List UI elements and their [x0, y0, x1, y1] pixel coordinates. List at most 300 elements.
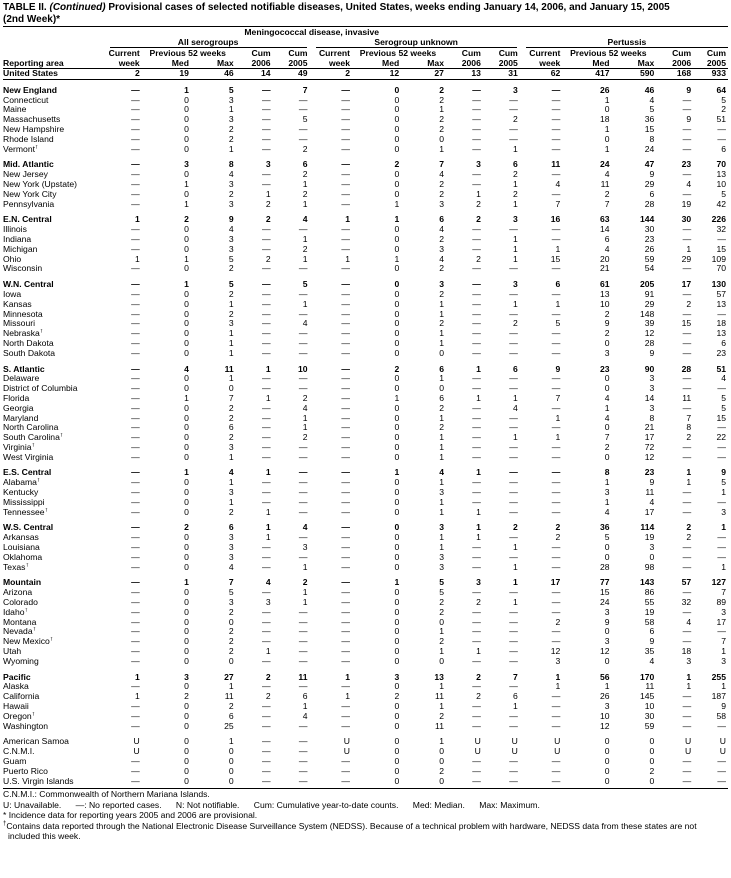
value-cell: — — [298, 384, 308, 394]
table-row — [3, 737, 728, 747]
value-cell: 0 — [394, 329, 400, 339]
hdr-reporting-area: Reporting area — [3, 58, 64, 68]
value-cell: — — [262, 319, 271, 329]
value-cell: 5 — [228, 254, 234, 264]
value-cell: 55 — [644, 598, 655, 608]
value-cell: 2 — [439, 85, 444, 95]
value-cell: — — [341, 488, 350, 498]
value-cell: 2 — [476, 254, 481, 264]
value-cell: — — [298, 737, 308, 747]
value-cell: — — [717, 757, 726, 766]
value-cell: U — [133, 737, 140, 747]
value-cell: — — [341, 627, 350, 637]
value-cell: — — [341, 702, 350, 712]
value-cell: — — [682, 384, 692, 394]
value-cell: — — [682, 552, 692, 562]
value-cell: 2 — [228, 403, 234, 413]
value-cell: 1 — [265, 507, 271, 517]
value-cell: 10 — [716, 179, 726, 189]
value-cell: — — [262, 234, 271, 244]
value-cell: 2 — [476, 692, 481, 702]
value-cell: 1 — [228, 299, 234, 309]
value-cell: 2 — [228, 289, 234, 299]
value-cell: — — [472, 721, 481, 731]
value-cell: — — [472, 348, 481, 358]
value-cell: 933 — [693, 69, 728, 80]
value-cell: — — [262, 488, 271, 498]
value-cell: — — [551, 124, 561, 134]
value-cell: 0 — [184, 757, 189, 766]
value-cell: — — [472, 497, 481, 507]
value-cell: 0 — [394, 105, 400, 115]
value-cell: — — [131, 179, 140, 189]
value-cell: — — [131, 189, 140, 199]
value-cell: — — [551, 627, 561, 637]
value-cell: 0 — [394, 225, 400, 235]
value-cell: 4 — [555, 179, 561, 189]
value-cell: — — [717, 776, 726, 786]
value-cell: — — [262, 225, 271, 235]
reporting-area-cell: Kentucky — [3, 488, 39, 498]
value-cell: — — [131, 289, 140, 299]
value-cell: 2 — [302, 244, 308, 254]
value-cell: 6 — [439, 215, 444, 225]
value-cell: 3 — [649, 543, 655, 553]
value-cell: — — [717, 543, 726, 553]
value-cell: 0 — [184, 170, 189, 180]
value-cell: — — [472, 264, 481, 274]
value-cell: — — [262, 757, 271, 766]
value-cell: — — [131, 488, 140, 498]
value-cell: 9 — [649, 478, 655, 488]
value-cell: 2 — [184, 692, 189, 702]
reporting-area-cell: Louisiana — [3, 543, 40, 553]
table-row — [3, 478, 728, 488]
value-cell: 0 — [439, 348, 444, 358]
value-cell: 16 — [550, 215, 561, 225]
value-cell: 9 — [686, 115, 692, 125]
table-row — [3, 145, 728, 155]
reporting-area-cell: Virginia† — [3, 442, 35, 452]
value-cell: 1 — [555, 433, 561, 443]
value-cell: — — [262, 124, 271, 134]
value-cell: — — [472, 329, 481, 339]
value-cell: 590 — [612, 69, 657, 80]
value-cell: 2 — [604, 329, 610, 339]
value-cell: — — [262, 433, 271, 443]
value-cell: 0 — [228, 384, 234, 394]
value-cell: 0 — [228, 757, 234, 766]
value-cell: — — [551, 552, 561, 562]
value-cell: — — [131, 627, 140, 637]
value-cell: 2 — [265, 215, 271, 225]
value-cell: 9 — [649, 637, 655, 647]
value-cell: 0 — [184, 627, 189, 637]
value-cell: 1 — [604, 497, 610, 507]
value-cell: — — [131, 134, 140, 144]
value-cell: 2 — [302, 170, 308, 180]
hdr-cum: Cum — [706, 48, 726, 58]
value-cell: — — [298, 488, 308, 498]
value-cell: — — [717, 497, 726, 507]
value-cell: 14 — [599, 225, 610, 235]
value-cell: — — [509, 374, 518, 384]
value-cell: — — [262, 244, 271, 254]
value-cell: 9 — [555, 364, 561, 374]
value-cell: 1 — [345, 672, 350, 682]
value-cell: — — [509, 348, 518, 358]
value-cell: 0 — [184, 309, 189, 319]
value-cell: 15 — [681, 319, 692, 329]
value-cell: 3 — [439, 523, 444, 533]
value-cell: 143 — [639, 578, 655, 588]
value-cell: — — [262, 348, 271, 358]
value-cell: 9 — [228, 215, 234, 225]
value-cell: 2 — [604, 309, 610, 319]
value-cell: 4 — [649, 656, 655, 666]
value-cell: — — [131, 682, 140, 692]
value-cell: — — [341, 115, 350, 125]
value-cell: — — [131, 711, 140, 721]
value-cell: — — [262, 702, 271, 712]
value-cell: 114 — [640, 523, 655, 533]
value-cell: — — [341, 309, 350, 319]
value-cell: 11 — [224, 692, 234, 702]
value-cell: 2 — [513, 170, 518, 180]
value-cell: — — [131, 647, 140, 657]
value-cell: 0 — [394, 403, 400, 413]
value-cell: 0 — [604, 737, 610, 747]
value-cell: 17 — [716, 617, 726, 627]
value-cell: 31 — [483, 69, 520, 80]
hdr-cum: Cum — [672, 48, 692, 58]
value-cell: 2 — [228, 627, 234, 637]
value-cell: 0 — [394, 433, 400, 443]
value-cell: 62 — [520, 69, 563, 80]
value-cell: 1 — [228, 497, 234, 507]
value-cell: 22 — [716, 433, 726, 443]
value-cell: 0 — [439, 134, 444, 144]
value-cell: 0 — [394, 348, 400, 358]
value-cell: — — [298, 468, 308, 478]
value-cell: — — [341, 384, 350, 394]
value-cell: — — [682, 189, 692, 199]
value-cell: 23 — [644, 234, 655, 244]
value-cell: 255 — [711, 672, 726, 682]
value-cell: — — [131, 607, 140, 617]
value-cell: 5 — [649, 105, 655, 115]
reporting-area-cell: New England — [3, 85, 57, 95]
value-cell: 0 — [394, 413, 400, 423]
value-cell: 0 — [394, 95, 400, 105]
value-cell: 1 — [134, 672, 140, 682]
value-cell: 1 — [439, 533, 444, 543]
value-cell: 2 — [310, 69, 353, 80]
value-cell: 3 — [604, 348, 610, 358]
table-row — [3, 170, 728, 180]
value-cell: 127 — [711, 578, 726, 588]
reporting-area-cell: South Carolina† — [3, 433, 64, 443]
value-cell: — — [682, 588, 692, 598]
title-continued: (Continued) — [49, 2, 106, 13]
value-cell: — — [341, 433, 350, 443]
value-cell: — — [509, 329, 518, 339]
table-row — [3, 190, 728, 200]
value-cell: 1 — [513, 244, 518, 254]
value-cell: 0 — [604, 374, 610, 384]
value-cell: — — [298, 647, 308, 657]
value-cell: — — [131, 348, 140, 358]
value-cell: 1 — [265, 468, 271, 478]
value-cell: 2 — [228, 607, 234, 617]
value-cell: 2 — [439, 607, 444, 617]
hdr-current: Current — [529, 48, 561, 58]
value-cell: 1 — [302, 702, 308, 712]
value-cell: — — [472, 124, 481, 134]
reporting-area-cell: Mid. Atlantic — [3, 160, 54, 170]
table-row — [3, 747, 728, 757]
reporting-area-cell: Idaho† — [3, 607, 28, 617]
value-cell: 0 — [184, 607, 189, 617]
value-cell: 3 — [439, 562, 444, 572]
value-cell: — — [472, 234, 481, 244]
value-cell: 109 — [711, 254, 726, 264]
reporting-area-cell: S. Atlantic — [3, 364, 45, 374]
value-cell: 1 — [439, 374, 444, 384]
value-cell: 2 — [439, 289, 444, 299]
value-cell: 13 — [446, 69, 483, 80]
value-cell: 0 — [184, 562, 189, 572]
reporting-area-cell: New Mexico† — [3, 637, 54, 647]
value-cell: 0 — [604, 656, 610, 666]
value-cell: 3 — [439, 280, 444, 290]
value-cell: 148 — [639, 309, 655, 319]
value-cell: 1 — [721, 647, 726, 657]
value-cell: — — [472, 543, 481, 553]
value-cell: 2 — [649, 766, 655, 776]
value-cell: 1 — [555, 299, 561, 309]
table-body — [3, 69, 728, 787]
value-cell: — — [341, 348, 350, 358]
table-row — [3, 115, 728, 125]
value-cell: — — [341, 105, 350, 115]
value-cell: 1 — [302, 423, 308, 433]
title-text: Provisional cases of selected notifiable diseases, United States, weeks ending January 14, 2006, and January 15, 2005 — [105, 2, 670, 13]
value-cell: — — [262, 115, 271, 125]
value-cell: — — [131, 433, 140, 443]
value-cell: 3 — [439, 488, 444, 498]
value-cell: 1 — [513, 433, 518, 443]
value-cell: — — [298, 348, 308, 358]
value-cell: — — [551, 598, 561, 608]
reporting-area-cell: Tennessee† — [3, 507, 48, 517]
region-row — [3, 280, 728, 290]
value-cell: 0 — [184, 105, 189, 115]
value-cell: — — [472, 607, 481, 617]
value-cell: — — [262, 737, 271, 747]
hdr-max: Max — [427, 58, 444, 68]
value-cell: 0 — [184, 134, 189, 144]
reporting-area-cell: Pacific — [3, 672, 31, 682]
value-cell: 1 — [555, 672, 561, 682]
value-cell: — — [551, 692, 561, 702]
value-cell: 29 — [644, 299, 655, 309]
value-cell: 0 — [184, 403, 189, 413]
table-row — [3, 404, 728, 414]
value-cell: — — [509, 682, 518, 692]
value-cell: 3 — [721, 607, 726, 617]
value-cell: 3 — [228, 488, 234, 498]
value-cell: 2 — [228, 433, 234, 443]
value-cell: 4 — [228, 562, 234, 572]
value-cell: 2 — [228, 189, 234, 199]
reporting-area-cell: Oregon† — [3, 711, 36, 721]
value-cell: 1 — [228, 737, 234, 747]
reporting-area-cell: Florida — [3, 393, 30, 403]
value-cell: — — [682, 702, 692, 712]
value-cell: 6 — [513, 364, 518, 374]
value-cell: — — [131, 393, 140, 403]
reporting-area-cell: Montana — [3, 617, 37, 627]
reporting-area-cell: Puerto Rico — [3, 766, 48, 776]
value-cell: 1 — [476, 468, 481, 478]
value-cell: 0 — [184, 289, 189, 299]
value-cell: 5 — [302, 280, 308, 290]
value-cell: 1 — [686, 244, 692, 254]
value-cell: — — [509, 588, 518, 598]
value-cell: — — [509, 468, 518, 478]
value-cell: 0 — [394, 507, 400, 517]
value-cell: 1 — [513, 254, 518, 264]
value-cell: 1 — [265, 647, 271, 657]
value-cell: — — [509, 533, 518, 543]
value-cell: 3 — [228, 179, 234, 189]
value-cell: 9 — [721, 468, 726, 478]
value-cell: 61 — [599, 280, 610, 290]
value-cell: 2 — [555, 617, 561, 627]
value-cell: — — [131, 637, 140, 647]
value-cell: — — [472, 757, 481, 766]
value-cell: — — [472, 562, 481, 572]
value-cell: 2 — [228, 134, 234, 144]
value-cell: U — [474, 747, 481, 757]
value-cell: 0 — [394, 374, 400, 384]
value-cell: — — [509, 607, 518, 617]
value-cell: 14 — [644, 393, 655, 403]
value-cell: 59 — [644, 254, 655, 264]
value-cell: 0 — [184, 488, 189, 498]
value-cell: 3 — [439, 199, 444, 209]
value-cell: 11 — [682, 393, 692, 403]
value-cell: — — [682, 757, 692, 766]
value-cell: — — [341, 598, 350, 608]
value-cell: 4 — [604, 244, 610, 254]
value-cell: — — [682, 442, 692, 452]
value-cell: — — [341, 588, 350, 598]
col-group-all-serogroups: All serogroups — [110, 37, 307, 48]
value-cell: 0 — [649, 552, 655, 562]
footnote-legend: U: Unavailable. —: No reported cases. N: Not notifiable. Cum: Cumulative year-to-date counts. Med: Median. Max: Maximum. — [3, 799, 540, 810]
value-cell: 0 — [394, 562, 400, 572]
value-cell: — — [682, 507, 692, 517]
footnotes — [3, 788, 728, 842]
value-cell: 3 — [394, 672, 400, 682]
value-cell: — — [131, 507, 140, 517]
value-cell: — — [682, 309, 692, 319]
value-cell: 1 — [604, 403, 610, 413]
value-cell: 2 — [228, 507, 234, 517]
value-cell: 1 — [184, 280, 189, 290]
value-cell: — — [131, 264, 140, 274]
value-cell: — — [262, 170, 271, 180]
value-cell: — — [509, 766, 518, 776]
value-cell: U — [719, 747, 726, 757]
value-cell: 0 — [649, 776, 655, 786]
value-cell: — — [131, 552, 140, 562]
value-cell: 29 — [681, 254, 692, 264]
reporting-area-cell: South Dakota — [3, 348, 56, 358]
value-cell: 17 — [550, 578, 561, 588]
value-cell: 49 — [273, 69, 310, 80]
value-cell: 0 — [184, 115, 189, 125]
table-row — [3, 702, 728, 712]
hdr-cum: Cum — [461, 48, 481, 58]
reporting-area-cell: Wyoming — [3, 656, 39, 666]
value-cell: 4 — [184, 364, 189, 374]
value-cell: — — [262, 721, 271, 731]
value-cell: — — [262, 309, 271, 319]
value-cell: 0 — [604, 552, 610, 562]
value-cell: 2 — [394, 364, 400, 374]
value-cell: 6 — [228, 711, 234, 721]
value-cell: 0 — [394, 423, 400, 433]
value-cell: 3 — [228, 552, 234, 562]
value-cell: — — [298, 766, 308, 776]
value-cell: 3 — [228, 95, 234, 105]
value-cell: — — [551, 562, 561, 572]
value-cell: 7 — [513, 672, 518, 682]
value-cell: 1 — [439, 647, 444, 657]
value-cell: — — [341, 468, 350, 478]
value-cell: 0 — [604, 384, 610, 394]
value-cell: — — [298, 442, 308, 452]
value-cell: 35 — [644, 647, 655, 657]
value-cell: — — [298, 552, 308, 562]
value-cell: 0 — [439, 384, 444, 394]
header-row-1 — [3, 48, 728, 58]
value-cell: 1 — [555, 413, 561, 423]
value-cell: 1 — [134, 254, 140, 264]
value-cell: 0 — [439, 776, 444, 786]
value-cell: 89 — [716, 598, 726, 608]
reporting-area-cell: West Virginia — [3, 452, 54, 462]
table-row — [3, 657, 728, 667]
hdr-med: Med — [592, 58, 610, 68]
hdr-previous-52-weeks: Previous 52 weeks — [359, 48, 437, 58]
value-cell: 30 — [644, 711, 655, 721]
table-row — [3, 777, 728, 787]
value-cell: 10 — [644, 702, 655, 712]
value-cell: 0 — [604, 766, 610, 776]
value-cell: — — [341, 543, 350, 553]
value-cell: 2 — [302, 189, 308, 199]
value-cell: 23 — [681, 160, 692, 170]
value-cell: — — [682, 452, 692, 462]
value-cell: 6 — [439, 393, 444, 403]
value-cell: — — [341, 423, 350, 433]
value-cell: 1 — [134, 692, 140, 702]
table-row — [3, 414, 728, 424]
